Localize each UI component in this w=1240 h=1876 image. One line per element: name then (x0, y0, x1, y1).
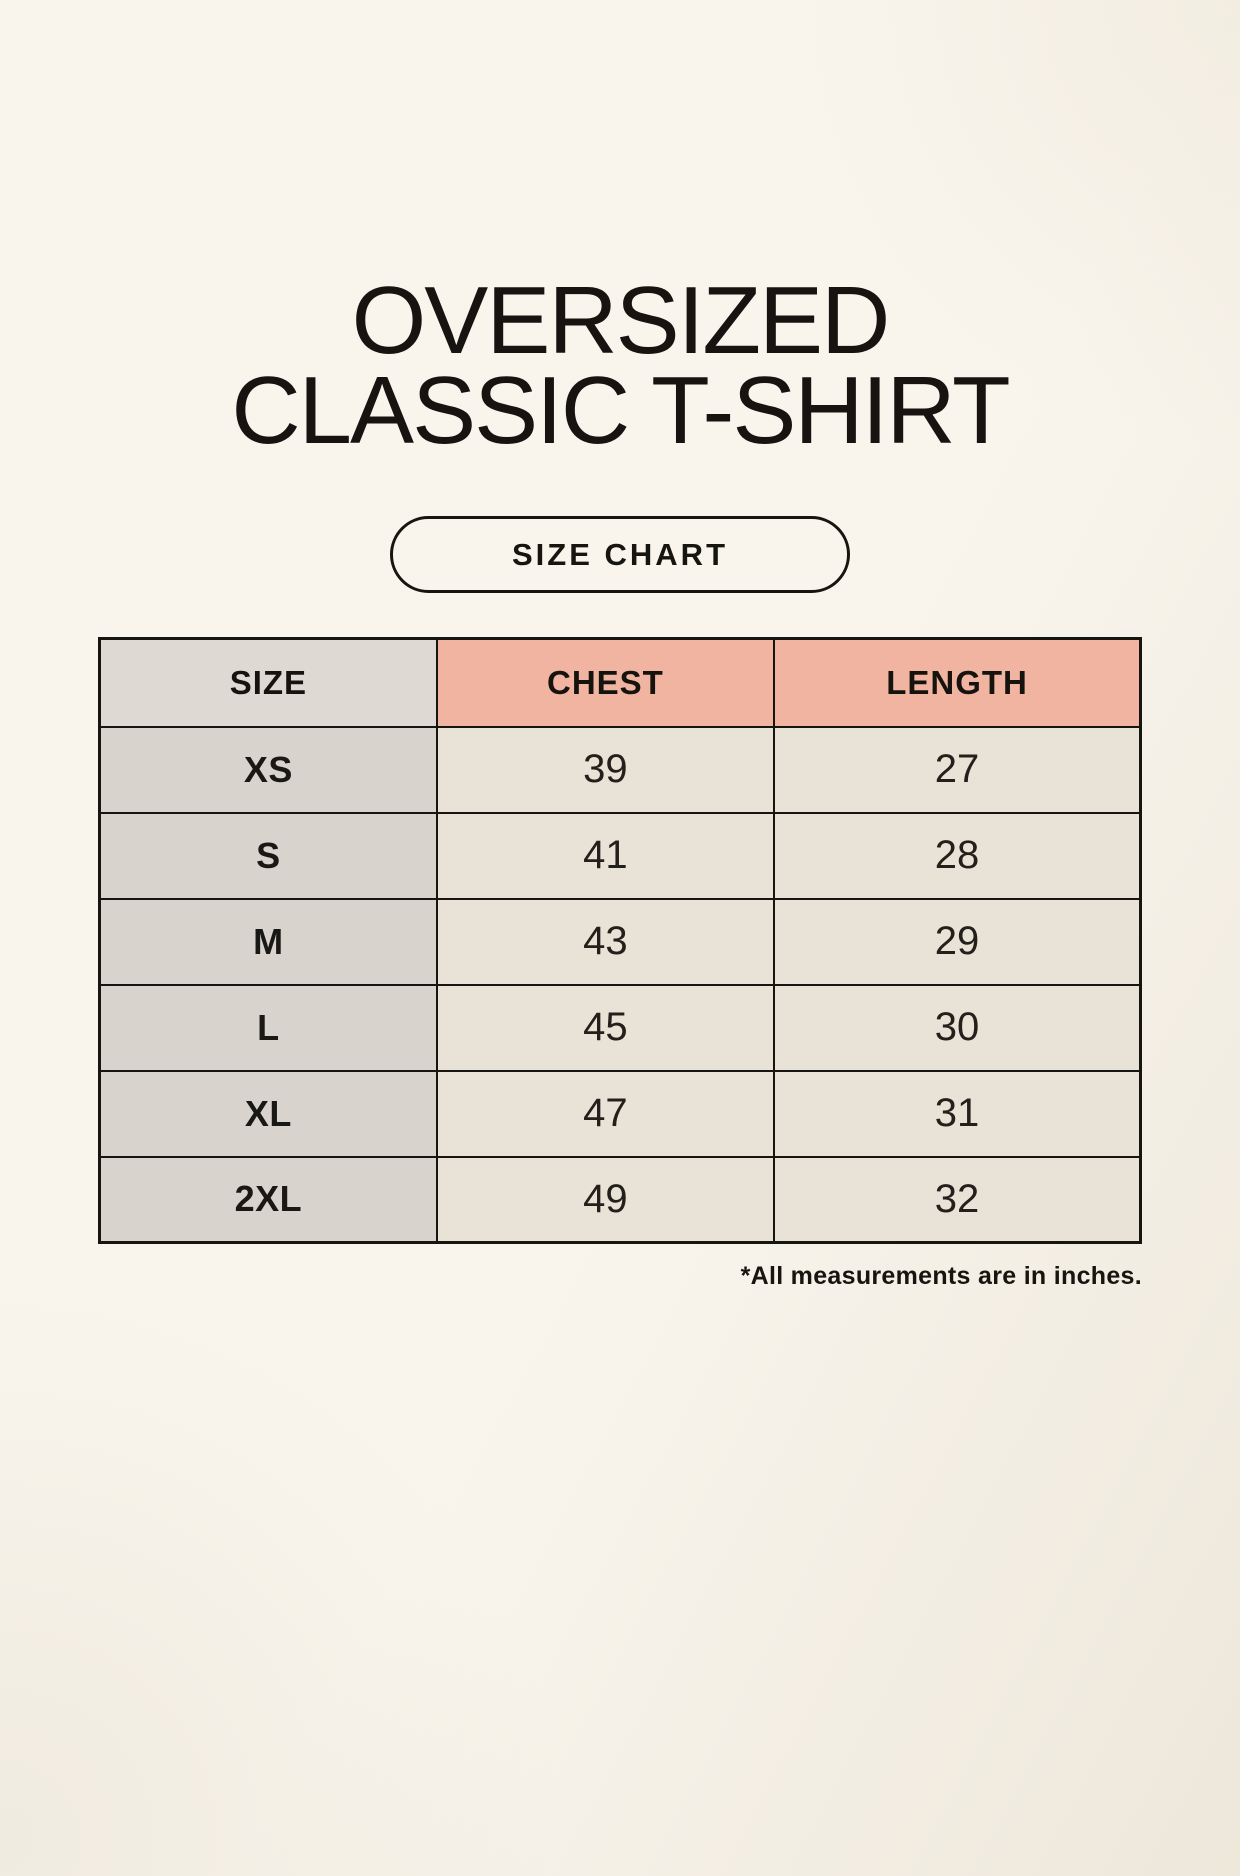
chest-value-cell: 47 (437, 1071, 774, 1157)
column-header-chest: CHEST (437, 639, 774, 727)
table-row (100, 1157, 1141, 1243)
size-label: XL (100, 1071, 437, 1157)
chest-value-cell: 45 (437, 985, 774, 1071)
page-title-line-1: OVERSIZED (351, 267, 889, 374)
length-value-cell: 32 (774, 1157, 1140, 1243)
table-row (100, 813, 1141, 899)
size-label: L (100, 985, 437, 1071)
chest-value-cell: 39 (437, 727, 774, 813)
chest-value-cell: 49 (437, 1157, 774, 1243)
length-value-cell: 31 (774, 1071, 1140, 1157)
chest-value-cell: 43 (437, 899, 774, 985)
page-title-line-2: CLASSIC T-SHIRT (231, 357, 1009, 464)
length-value-cell: 29 (774, 899, 1140, 985)
size-chart-table (98, 637, 1142, 1244)
size-label: 2XL (100, 1157, 437, 1243)
page-title (0, 267, 1240, 464)
chest-value-cell: 41 (437, 813, 774, 899)
table-row (100, 1071, 1141, 1157)
size-label: XS (100, 727, 437, 813)
table-row (100, 899, 1141, 985)
table-header-row (100, 639, 1141, 727)
measurements-footnote: *All measurements are in inches. (740, 1262, 1142, 1290)
size-chart-button[interactable]: SIZE CHART (390, 516, 850, 593)
size-label: M (100, 899, 437, 985)
length-value-cell: 30 (774, 985, 1140, 1071)
table-row (100, 985, 1141, 1071)
length-value-cell: 27 (774, 727, 1140, 813)
table-row (100, 727, 1141, 813)
column-header-length: LENGTH (774, 639, 1140, 727)
column-header-size: SIZE (100, 639, 437, 727)
size-label: S (100, 813, 437, 899)
length-value-cell: 28 (774, 813, 1140, 899)
